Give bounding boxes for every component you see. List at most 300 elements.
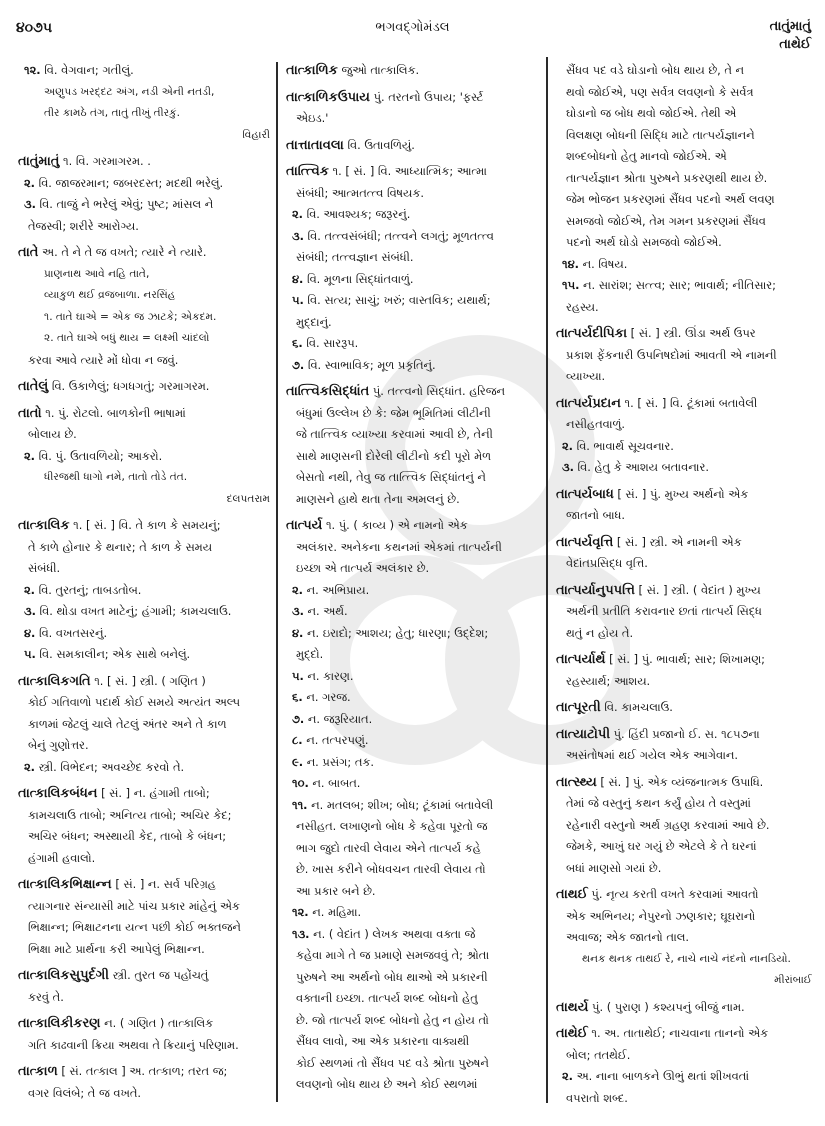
entry-headword-line [286,135,540,157]
line-text: હંગામી હવાલો. [28,850,96,865]
line-text: ન. ગરજ. [302,690,351,704]
sense-line [18,601,270,623]
definition-line [286,247,540,269]
entry-headword-line [286,515,540,537]
definition-line [18,558,270,580]
definition-line [18,987,270,1009]
definition-line [556,671,812,693]
line-text: વ્યાખ્યા. [566,369,606,383]
sense-number: ૧૨. [24,63,41,77]
line-text: અલંકાર. અનેકના કથનમાં એકમાં તાત્પર્યની [296,539,502,554]
sense-number: ૧૦. [292,776,309,790]
sense-number: ૯. [292,754,304,769]
definition-line [556,906,812,928]
sense-number: ૨. [292,582,304,597]
line-text: [ સં. ] સ્ત્રી. ( વેદાંત ) મુખ્ય [634,582,761,597]
definition-line [556,927,812,949]
guide-word-first: તાતુંમાતું [769,19,811,34]
headword: તાત્કાલિકભિક્ષાન્ન [18,877,112,892]
line-text: વિલક્ષણ બોધની સિદ્ધિ માટે તાત્પર્યજ્ઞાનને [566,127,755,142]
definition-line [286,424,540,446]
sense-line [286,666,540,688]
line-text: ૧. વિ. ગરમાગરમ. . [59,154,151,168]
line-text: ભિક્ષાન્ન; ભિક્ષાટનના યત્ન પછી કોઈ ભક્તજને [28,920,241,934]
sense-number: ૨. [562,438,574,453]
headword: તાથેઈ [556,1026,588,1041]
line-text: મુદ્દાનું. [296,314,332,329]
sense-line [286,773,540,795]
entry-headword-line [286,161,540,183]
definition-line [556,553,812,575]
definition-line [286,945,540,967]
sense-line [18,60,270,82]
line-text: પ્રાણનાથ આવે નહિ તાતે, [44,267,150,280]
sense-line [556,254,812,276]
line-text: ન. વિષય. [578,256,628,271]
headword: તાત્પર્યબાધ [556,486,614,502]
line-text: કહેવા માગે તે જ પ્રમાણે સમજવવું તે; શ્રોતા [296,948,490,962]
sense-number: ૫. [292,293,304,307]
line-text: બોલાય છે. [28,427,77,441]
line-text: વેદાંતપ્રસિદ્ધ વૃત્તિ. [566,556,648,570]
sense-number: ૧૨. [292,905,309,919]
headword: તાત્કાળિકઉપાય [286,89,370,105]
definition-line [556,745,812,767]
definition-line [286,489,540,511]
line-text: [ સં. ] પું. એક વ્યંજનાત્મક ઉપાધિ. [596,774,764,789]
definition-line [18,692,270,714]
line-text: છે. ખાસ કરીને બોધવચન તારવી લેવાય તો [296,862,486,876]
sense-number: ૨. [562,1069,574,1083]
line-text: ધીરજથી ધાગો નમે, તાતો તોડે તંત. [44,471,188,483]
line-text: તે કાળે હોનાર કે થનાર; તે કાળ કે સમય [28,539,213,554]
headword: તાત્પર્યદીપિકા [556,326,628,341]
sense-number: ૭. [292,357,305,372]
definition-line [556,60,812,82]
entry-headword-line [18,783,270,805]
line-text: ન. ( ગણિત ) તાત્કાલિક [100,1016,214,1030]
line-text: ન. અર્થ. [303,604,348,618]
definition-line [18,939,270,961]
line-text: સૈંધવ પદ વડે ઘોડાનો બોધ થાય છે, તે ન [566,63,745,77]
line-text: કામચલાઉ તાબો; અનિત્ય તાબો; અચિર કેદ; [28,807,232,822]
entry-headword-line [556,772,812,794]
guide-words [770,18,811,54]
headword: તાત્સ્થ્ય [556,774,597,790]
sense-number: ૩. [562,460,574,474]
sense-line [286,355,540,377]
definition-line [18,1083,270,1105]
sense-number: ૩. [292,228,304,243]
line-text: અચિર બંધન; અસ્થાયી કેદ, તાબો કે બંધન; [28,829,227,843]
definition-line [556,297,812,319]
line-text: પું. તત્ત્વનો સિદ્ધાંત. હરિજન [369,384,506,398]
definition-line [18,848,270,870]
headword: તાતુંમાતું [18,154,60,169]
line-text: થતું ન હોય તે. [566,625,634,640]
quotation-attribution [556,970,812,992]
line-text: એઇડ.' [296,111,329,125]
definition-line [286,881,540,903]
sense-line [286,687,540,709]
quotation-attribution [18,489,270,511]
sense-number: ૫. [24,647,36,661]
line-text: જુઓ તાત્કાલિક. [337,63,420,77]
sense-line [286,269,540,291]
page-number: ૪૦૭૫ [16,20,53,36]
line-text: તીર કામઠે તંગ, તાતું તીખું તીરકું. [44,107,180,119]
line-text: તેજસ્વી; શરીરે આરોગ્ય. [28,218,139,233]
line-text: પદનો અર્થ ઘોડો સમજવો જોઈએ. [566,235,722,249]
line-text: [ સં. ] સ્ત્રી. ઊંડા અર્થ ઉપર [627,326,756,340]
definition-line [556,1045,812,1067]
line-text: માણસને હાથે થતા તેના અમલનું છે. [296,491,460,506]
quotation-line [18,328,270,350]
line-text: છે. જો તાત્પર્ય શબ્દ બોધનો હેતુ ન હોય તો [296,1012,489,1027]
headword: તાત્કાલિકીકરણ [18,1016,101,1031]
line-text: કરવું તે. [28,989,64,1004]
quotation-line [18,467,270,489]
line-text: સંબંધી; આત્મતત્ત્વ વિષયક. [296,185,425,200]
headword: તાતે [18,245,39,260]
definition-line [556,1088,812,1107]
sense-number: ૪. [24,625,36,640]
definition-line [556,211,812,233]
headword: તાત્કાળ [18,1064,58,1079]
entry-headword-line [556,997,812,1019]
sense-line [18,623,270,645]
entry-headword-line [556,323,812,345]
sense-line [286,752,540,774]
line-text: અવાજ; એક જાતનો તાલ. [566,930,689,944]
headword: તાત્પર્યપ્રદાન [556,395,621,411]
sense-number: ૨. [24,175,36,190]
line-text: ૧. પું. ( કાવ્ય ) એ નામનો એક [322,518,468,532]
column-divider [276,62,278,1102]
sense-number: ૨. [24,759,36,774]
headword: તાત્પર્યવૃત્તિ [556,534,614,550]
page-header [0,0,825,56]
definition-line [18,424,270,446]
line-text: બંધુમાં ઉલ્લેખ છે કે: જેમ ભૂમિતિમાં લીટીની [296,405,491,420]
line-text: જાતનો બાધ. [566,508,625,522]
definition-line [286,838,540,860]
entry-headword-line [18,376,270,398]
sense-line [286,730,540,752]
headword: તાત્પર્યાનુપપત્તિ [556,582,635,598]
line-text: સૈંધવ લાવો, આ એક પ્રકારના વાક્યથી [296,1034,470,1048]
line-text: વિ. સ્વાભાવિક; મૂળ પ્રકૃતિનું. [304,357,436,372]
entry-headword-line [556,1023,812,1045]
definition-line [18,537,270,559]
line-text: વિ. હેતુ કે આશય બતાવનાર. [573,460,709,474]
line-text: કાળમાં જેટલું ચાલે તેટલું અંતર અને તે કાળ [28,716,227,731]
sense-line [556,457,812,479]
headword: તાત્ત્વિકસિદ્ધાંત [286,384,370,399]
line-text: મીરાંબાઈ [774,974,812,986]
sense-line [286,924,540,946]
line-text: જેમકે, આખું ઘર ગયું છે એટલે કે તે ઘરનાં [566,839,757,853]
line-text: વિ. સારરૂપ. [302,336,359,350]
definition-line [18,216,270,238]
line-text: વિ. થોડા વખત માટેનું; હંગામી; કામચલાઉ. [35,604,232,618]
line-text: ન. પ્રસંગ; તક. [303,754,375,769]
definition-line [556,601,812,623]
definition-line [286,558,540,580]
line-text: બોલ; તતથેઈ. [566,1047,631,1062]
line-text: મુદ્દો. [296,647,324,661]
definition-line [556,125,812,147]
quotation-line [18,103,270,125]
definition-line [556,232,812,254]
line-text: આ પ્રકાર બને છે. [296,883,376,898]
line-text: ૧. [ સં. ] સ્ત્રી. ( ગણિત ) [90,673,206,688]
sense-number: ૪. [292,625,304,640]
line-text: ભાગ જુદો તારવી લેવાય એને તાત્પર્ય કહે [296,840,481,855]
sense-line [556,1066,812,1088]
headword: તાથર્ય [556,999,589,1015]
sense-line [286,795,540,817]
column-divider [546,57,548,1103]
line-text: પું. ( પુરાણ ) કશ્યપનું બીજું નામ. [588,999,745,1014]
sense-line [286,902,540,924]
definition-line [286,403,540,425]
line-text: વગર વિલંબે; તે જ વખતે. [28,1085,142,1100]
line-text: ૧. [ સં. ] વિ. ટૂંકામાં બતાવેલી [620,395,758,410]
line-text: પુરુષને આ અર્થનો બોધ થાઓ એ પ્રકારની [296,969,488,984]
headword: તાતેલું [18,379,49,394]
definition-line [286,1010,540,1032]
sense-number: ૨. [24,582,36,597]
line-text: ન. મતલબ; શીખ; બોધ; ટૂંકામાં બતાવેલી [307,797,494,812]
line-text: થવો જોઈએ, પણ સર્વત્ર લવણનો કે સર્વત્ર [566,84,754,99]
definition-line [556,103,812,125]
line-text: ન. સારાંશ; સત્ત્વ; સાર; ભાવાર્થ; નીતિસાર; [579,278,776,292]
headword: તાત્કાલિકબંધન [18,786,98,801]
entry-headword-line [18,965,270,987]
line-text: જે તાત્ત્વિક વ્યાખ્યા કરવામાં આવી છે, તેની [296,427,493,441]
line-text: વિ. આવશ્યક; જરૂરનું. [303,207,411,221]
line-text: [ સં. તત્કાલ ] અ. તત્કાળ; તરત જ; [57,1064,228,1078]
headword: તાત્કાલિકસુપુર્દગી [18,968,109,983]
sense-number: ૬. [292,336,303,350]
definition-line [286,816,540,838]
definition-line [556,793,812,815]
line-text: ન. અભિપ્રાય. [303,582,370,597]
sense-line [286,226,540,248]
line-text: તાત્પર્યજ્ઞાન શ્રોતા પુરુષને પ્રકરણથી થાય છે. [566,170,768,185]
line-text: પું. તરતનો ઉપાય; 'ફર્સ્ટ [369,89,484,104]
entry-headword-line [556,580,812,602]
sense-number: ૧૪. [562,256,579,271]
entry-headword-line [556,697,812,719]
line-text: અર્થની પ્રતીતિ કરાવનાર છતાં તાત્પર્ય સિદ્ધ [566,604,762,618]
line-text: ૨. તાતે ઘાએ બધું થાય = લક્ષ્મી ચાંદલો [44,332,210,344]
line-text: પ્રકાશ ફેંકનારી ઉપનિષદોમાં આવતી એ નામની [566,347,777,362]
line-text: ન. બાબત. [308,776,361,790]
line-text: સંબંધી. [28,561,61,575]
entry-headword-line [18,671,270,693]
line-text: જેમ ભોજન પ્રકરણમાં સૈંધવ પદનો અર્થ લવણ [566,192,775,206]
definition-line [286,467,540,489]
sense-number: ૩. [292,604,304,618]
entry-headword-line [286,60,540,82]
line-text: ન. ( વેદાંત ) લેખક અથવા વક્તા જે [309,926,476,941]
line-text: વ્યાકુળ થઈ વ્રજબાળા. નરસિંહ [44,289,176,301]
column-middle [286,60,540,1106]
line-text: સ્ત્રી. તુરત જ પહોંચતું [109,968,209,982]
line-text: સાથે માણસની દોરેલી લીટીનો કદી પૂરો મેળ [296,448,491,463]
entry-headword-line [556,393,812,415]
entry-headword-line [556,724,812,746]
sense-number: ૫. [292,668,304,683]
headword: તાત્યાટોપી [556,726,611,742]
line-text: શબ્દબોધનો હેતુ માનવો જોઈએ. એ [566,149,727,163]
quotation-line [18,82,270,104]
definition-line [286,1053,540,1075]
sense-number: ૩. [24,197,36,211]
headword: તાત્તાતાવલા [286,137,344,153]
headword: તાત્ત્વિક [286,164,329,179]
line-text: એક અભિનય; નેપુરનો ઝણકાર; ઘૂઘરાનો [566,908,756,923]
line-text: ન. જરૂરિયાત. [304,711,373,726]
headword: તાત્પર્યાર્થ [556,652,606,667]
sense-line [18,757,270,779]
entry-headword-line [18,874,270,896]
definition-line [556,345,812,367]
column-left [18,60,270,1106]
line-text: ૧. અ. તાતાથેઈ; નાચવાના તાનનો એક [587,1026,769,1040]
line-text: વિ. મૂળના સિદ્ધાંતવાળું. [303,271,414,286]
entry-headword-line [18,515,270,537]
line-text: ઘોડાનો જ બોધ થવો જોઈએ. તેથી એ [566,106,737,120]
definition-line [556,146,812,168]
quotation-line [18,307,270,329]
headword: તાથઈ [556,887,588,902]
line-text: સ્ત્રી. વિભેદન; અવચ્છેદ કરવો તે. [35,759,185,774]
line-text: વપરાતો શબ્દ. [566,1090,628,1105]
line-text: અણુપડ ખરદ્દટ અંગ, નડી એની નતડી, [44,85,215,98]
definition-line [286,859,540,881]
line-text: [ સં. ] પું. ભાવાર્થ; સાર; શિખામણ; [605,652,766,666]
running-title: ભગવદ્‌ગોમંડલ [375,20,450,35]
line-text: થનક થનક તાથઈ રે, નાચે નાચે નંદનો નાનડિયો. [582,952,791,965]
sense-number: ૪. [292,271,304,286]
definition-line [286,183,540,205]
line-text: ન. તત્પરપણું. [302,733,369,747]
definition-line [556,623,812,645]
definition-line [556,505,812,527]
entry-headword-line [556,484,812,506]
line-text: રહસ્ય. [566,299,599,314]
headword: તાત્પૂરતી [556,700,601,715]
sense-line [286,580,540,602]
sense-number: ૮. [292,733,303,747]
line-text: વક્તાની ઇચ્છા. તાત્પર્ય શબ્દ બોધનો હેતુ [296,991,478,1005]
sense-number: ૩. [24,604,36,618]
entry-headword-line [18,1061,270,1083]
entry-headword-line [286,381,540,403]
definition-line [556,414,812,436]
definition-line [286,988,540,1010]
line-text: વિ. ઉતાવળિયું. [343,137,415,152]
line-text: બેનું ગુણોત્તર. [28,738,89,752]
line-text: વિ. ભાવાર્થ સૂચવનાર. [573,438,674,453]
line-text: વિ. સમકાલીન; એક સાથે બનેલું. [35,647,191,661]
sense-line [18,446,270,468]
line-text: બધાં માણસો ગયાં છે. [566,860,662,875]
entry-headword-line [286,87,540,109]
definition-line [556,189,812,211]
line-text: બેસતો નથી, તેવુ જ તાત્ત્વિક સિદ્ધાંતનું ને [296,470,486,484]
line-text: અ. તે ને તે જ વખતે; ત્યારે ને ત્યારે. [38,245,207,259]
definition-line [286,1031,540,1053]
headword: તાત્કાળિક [286,63,338,78]
line-text: ભિક્ષા માટે પ્રાર્થના કરી આપેલું ભિક્ષાન્ન. [28,941,205,956]
sense-line [18,644,270,666]
quotation-line [556,949,812,971]
definition-line [556,366,812,388]
line-text: [ સં. ] ન. સર્વ પરિગ્રહ [111,877,216,891]
definition-line [556,836,812,858]
quotation-attribution [18,125,270,147]
line-text: ૧. [ સં. ] વિ. આધ્યાત્મિક; આત્મા [328,164,487,178]
headword: તાત્કાલિકગતિ [18,673,91,689]
sense-line [556,436,812,458]
sense-line [286,601,540,623]
line-text: તેમાં જે વસ્તુનું કથન કર્યું હોય તે વસ્તુમાં [566,796,751,810]
line-text: વિ. તત્ત્વસંબંધી; તત્ત્વને લગતું; મૂળતત્ત્વ [303,228,494,243]
line-text: વિ. તાજું ને ભરેલું એવું; પુષ્ટ; માંસલ ને [35,197,214,211]
sense-line [286,709,540,731]
definition-line [18,735,270,757]
headword: તાત્પર્ય [286,518,323,533]
entry-headword-line [556,649,812,671]
sense-number: ૨. [292,207,304,221]
definition-line [18,805,270,827]
entry-headword-line [18,242,270,264]
line-text: રહેનારી વસ્તુનો અર્થ ગ્રહણ કરવામાં આવે છે. [566,817,770,832]
line-text: ગતિ કાઢવાની ક્રિયા અથવા તે ક્રિયાનું પરિણામ. [28,1037,239,1052]
line-text: વિહારી [242,128,270,141]
definition-line [18,917,270,939]
definition-line [556,858,812,880]
line-text: ઇચ્છા એ તાત્પર્ય અલંકાર છે. [296,561,430,575]
line-text: સમજવો જોઈએ, તેમ ગમન પ્રકરણમાં સૈંધવ [566,213,766,228]
line-text: વિ. તુરતનું; તાબડતોબ. [35,582,142,597]
definition-line [286,644,540,666]
definition-line [18,826,270,848]
line-text: વિ. કામચલાઉ. [600,700,673,714]
definition-line [18,1035,270,1057]
sense-line [18,580,270,602]
line-text: અસંતોષમાં થઈ ગયેલ એક આગેવાન. [566,748,738,762]
guide-word-last: તાથેઈ [779,37,811,52]
line-text: ૧. તાતે ઘાએ = એક જ ઝાટકે; એકદમ. [44,310,217,323]
line-text: ન. મહિમા. [308,905,362,919]
column-right [556,60,812,1106]
entry-headword-line [18,1013,270,1035]
sense-line [556,275,812,297]
quotation-line [18,285,270,307]
line-text: [ સં. ] સ્ત્રી. એ નામની એક [613,534,742,549]
line-text: વિ. જાજરમાન; જબરદસ્ત; મદથી ભરેલું. [35,175,224,190]
sense-number: ૭. [292,711,305,726]
definition-line [286,967,540,989]
line-text: કોઈ ગતિવાળો પદાર્થ કોઈ સમયે અત્યંત અલ્પ [28,695,241,709]
line-text: ૧. [ સં. ] વિ. તે કાળ કે સમયનું; [69,518,221,532]
entry-headword-line [556,884,812,906]
